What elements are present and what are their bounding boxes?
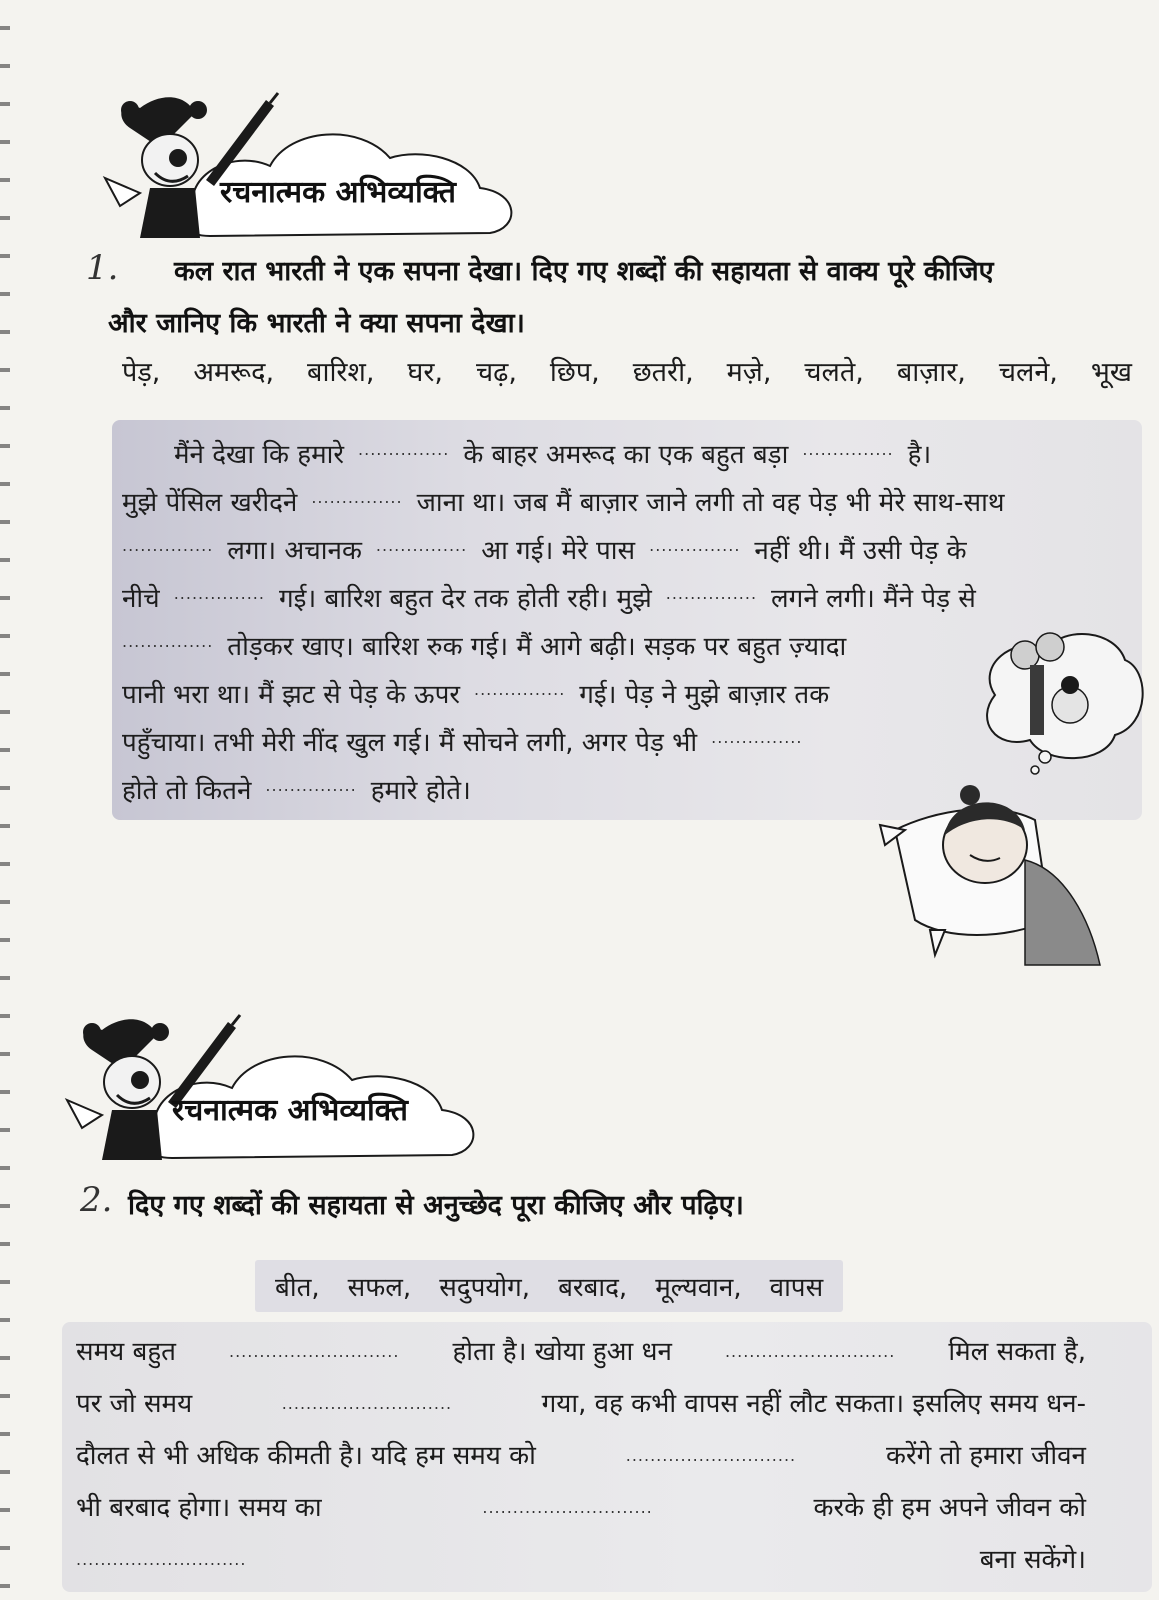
passage-1-text: पानी भरा था। मैं झट से पेड़ के ऊपर <box>122 680 460 710</box>
word-bank-1-word: छतरी, <box>632 357 694 388</box>
passage-2-line <box>76 1326 1086 1378</box>
word-bank-2 <box>255 1260 843 1312</box>
passage-2-line <box>76 1430 1086 1482</box>
section2-title: रचनात्मक अभिव्यक्ति <box>172 1093 408 1128</box>
passage-2-text: पर जो समय <box>76 1389 193 1419</box>
word-bank-2-word: सफल, <box>347 1273 412 1303</box>
passage-1-text: हमारे होते। <box>370 776 471 806</box>
passage-1-text: नहीं थी। मैं उसी पेड़ के <box>754 536 967 566</box>
binding-holes <box>0 0 10 1600</box>
passage-2-text: समय बहुत <box>76 1337 176 1367</box>
fill-in-blank[interactable]: ............... <box>665 584 758 603</box>
fill-in-blank[interactable]: ............... <box>311 488 403 507</box>
jester-mascot-icon <box>62 1010 492 1160</box>
passage-1-text: है। <box>907 440 932 470</box>
passage-1-text: लगा। अचानक <box>227 536 362 566</box>
fill-in-blank[interactable]: ............... <box>375 536 468 555</box>
passage-1-text: जाना था। जब मैं बाज़ार जाने लगी तो वह पेड़ भी मेरे साथ-साथ <box>416 488 1005 518</box>
fill-in-blank[interactable]: ............... <box>122 632 214 651</box>
sleeping-girl-icon <box>875 770 1105 970</box>
word-bank-1-word: छिप, <box>549 357 600 388</box>
passage-1-text: लगने लगी। मैंने पेड़ से <box>771 584 976 614</box>
passage-1-line <box>122 570 1132 618</box>
fill-in-blank[interactable]: ............... <box>358 440 450 459</box>
word-bank-1-word: बारिश, <box>307 357 375 388</box>
instruction-1-line1: कल रात भारती ने एक सपना देखा। दिए गए शब्दों की सहायता से वाक्य पूरे कीजिए <box>174 256 994 287</box>
section2-header <box>62 1010 492 1160</box>
question-number-1: 1. <box>86 248 119 288</box>
fill-in-blank[interactable]: ............... <box>265 776 357 795</box>
passage-2-text: गया, वह कभी वापस नहीं लौट सकता। इसलिए समय धन- <box>541 1389 1086 1419</box>
word-bank-1-word: अमरूद, <box>193 357 275 388</box>
passage-1-text: तोड़कर खाए। बारिश रुक गई। मैं आगे बढ़ी। सड़क पर बहुत ज़्यादा <box>227 632 847 662</box>
instruction-1-line2: और जानिए कि भारती ने क्या सपना देखा। <box>108 308 525 339</box>
section1-header <box>100 88 530 238</box>
jester-mascot-icon <box>100 88 530 238</box>
fill-in-blank[interactable]: ............................ <box>229 1342 400 1361</box>
passage-1-text: पहुँचाया। तभी मेरी नींद खुल गई। मैं सोचने लगी, अगर पेड़ भी <box>122 728 698 758</box>
word-bank-1-word: मज़े, <box>726 357 772 388</box>
word-bank-1-word: पेड़, <box>122 357 161 388</box>
fill-in-blank[interactable]: ............... <box>802 440 894 459</box>
passage-2-text: भी बरबाद होगा। समय का <box>76 1493 322 1523</box>
passage-1-text: मैंने देखा कि हमारे <box>174 440 345 470</box>
passage-1-text: होते तो कितने <box>122 776 252 806</box>
word-bank-2-word: बरबाद, <box>558 1273 628 1303</box>
dream-thought-bubble-icon <box>975 625 1150 775</box>
passage-1-text: नीचे <box>122 584 160 614</box>
fill-in-blank[interactable]: ............................ <box>281 1394 453 1413</box>
passage-2-line <box>76 1378 1086 1430</box>
fill-in-blank[interactable]: ............................ <box>482 1498 653 1517</box>
word-bank-1-word: भूख <box>1090 357 1132 388</box>
passage-2-line <box>76 1482 1086 1534</box>
fill-in-blank[interactable]: ............... <box>649 536 741 555</box>
passage-1-line <box>122 522 1132 570</box>
word-bank-1-word: घर, <box>407 357 443 388</box>
passage-1-text: के बाहर अमरूद का एक बहुत बड़ा <box>463 440 789 470</box>
word-bank-2-word: वापस <box>769 1273 824 1303</box>
word-bank-1 <box>122 352 1132 389</box>
passage-1-line <box>122 426 1132 474</box>
fill-in-blank[interactable]: ............................ <box>76 1550 247 1569</box>
word-bank-1-word: चढ़, <box>475 357 517 388</box>
passage-1-text: मुझे पेंसिल खरीदने <box>122 488 298 518</box>
fill-in-blank[interactable]: ............... <box>173 584 265 603</box>
word-bank-1-word: चलने, <box>998 357 1058 388</box>
word-bank-2-word: मूल्यवान, <box>655 1273 742 1303</box>
fill-in-blank[interactable]: ............... <box>473 680 566 699</box>
passage-2-line <box>76 1534 1086 1586</box>
passage-2-text: दौलत से भी अधिक कीमती है। यदि हम समय को <box>76 1441 536 1471</box>
passage-2-text: करके ही हम अपने जीवन को <box>813 1493 1086 1523</box>
passage-1-text: गई। बारिश बहुत देर तक होती रही। मुझे <box>278 584 652 614</box>
word-bank-2-word: सदुपयोग, <box>439 1273 531 1303</box>
instruction-2: दिए गए शब्दों की सहायता से अनुच्छेद पूरा कीजिए और पढ़िए। <box>128 1190 744 1221</box>
passage-2-text: बना सकेंगे। <box>979 1545 1086 1575</box>
passage-1-line <box>122 474 1132 522</box>
fill-in-blank[interactable]: ............................ <box>724 1342 896 1361</box>
section1-title: रचनात्मक अभिव्यक्ति <box>220 175 456 210</box>
passage-1-text: गई। पेड़ ने मुझे बाज़ार तक <box>579 680 830 710</box>
fill-in-blank[interactable]: ............... <box>711 728 803 747</box>
word-bank-2-word: बीत, <box>275 1273 320 1303</box>
passage-2-text: करेंगे तो हमारा जीवन <box>886 1441 1086 1471</box>
word-bank-1-word: बाज़ार, <box>896 357 966 388</box>
instruction-1 <box>108 246 1148 350</box>
passage-2 <box>76 1326 1086 1586</box>
question-number-2: 2. <box>80 1180 113 1220</box>
passage-2-text: होता है। खोया हुआ धन <box>452 1337 672 1367</box>
passage-2-text: मिल सकता है, <box>948 1337 1086 1367</box>
fill-in-blank[interactable]: ............................ <box>625 1446 797 1465</box>
fill-in-blank[interactable]: ............... <box>122 536 214 555</box>
passage-1-text: आ गई। मेरे पास <box>481 536 636 566</box>
word-bank-1-word: चलते, <box>804 357 864 388</box>
